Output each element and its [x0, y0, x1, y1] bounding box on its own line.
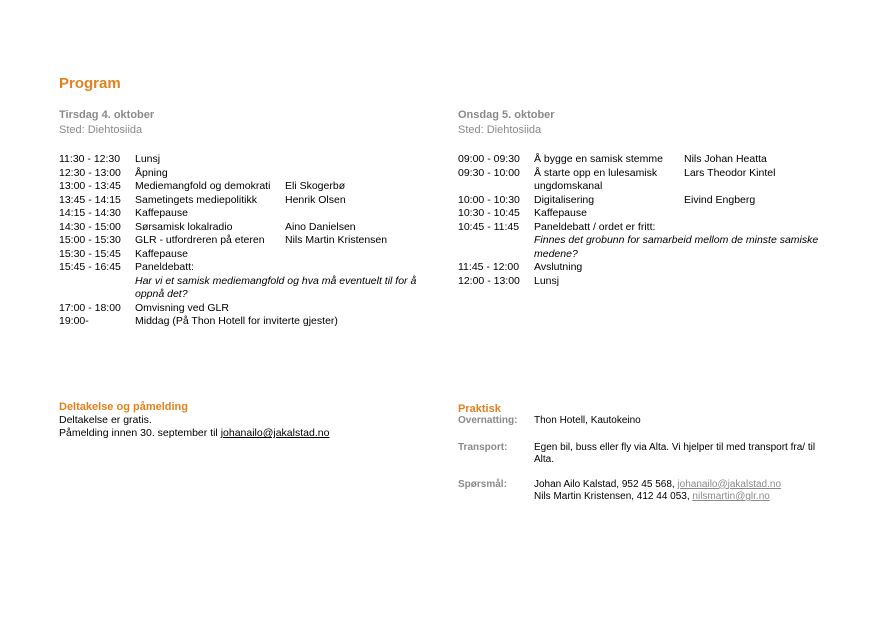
speaker: Nils Martin Kristensen — [285, 234, 388, 246]
schedule-row — [59, 315, 429, 329]
topic: Lunsj — [135, 153, 161, 165]
time: 19:00- — [59, 315, 89, 327]
schedule-row — [458, 153, 838, 167]
transport-label: Transport: — [458, 441, 508, 453]
contact-1-email-link[interactable]: johanailo@jakalstad.no — [677, 478, 782, 490]
day2-title: Onsdag 5. oktober — [458, 109, 555, 121]
schedule-row — [458, 221, 838, 262]
questions-row — [458, 479, 838, 504]
registration-text: Påmelding innen 30. september til — [59, 427, 221, 439]
time: 17:00 - 18:00 — [59, 301, 121, 314]
program-heading: Program — [59, 75, 121, 92]
topic — [534, 221, 824, 262]
questions-contacts — [534, 479, 824, 504]
time: 11:45 - 12:00 — [458, 261, 520, 273]
topic: Avslutning — [534, 261, 583, 273]
schedule-row — [59, 248, 429, 262]
topic-label: Paneldebatt: — [135, 261, 194, 273]
participation-section — [59, 401, 329, 440]
topic: Å bygge en samisk stemme — [534, 153, 663, 165]
registration-email-link[interactable]: johanailo@jakalstad.no — [220, 427, 330, 439]
topic: GLR - utfordreren på eteren — [135, 234, 265, 246]
accommodation-label: Overnatting: — [458, 415, 518, 426]
topic-label: Paneldebatt / ordet er fritt: — [534, 220, 656, 233]
time: 15:00 - 15:30 — [59, 234, 121, 246]
participation-free: Deltakelse er gratis. — [59, 414, 152, 426]
schedule-row — [458, 194, 838, 208]
transport-value: Egen bil, buss eller fly via Alta. Vi hjelper til med transport fra/ til Alta. — [534, 441, 816, 465]
time: 14:15 - 14:30 — [59, 207, 121, 219]
topic: Lunsj — [534, 274, 560, 287]
time: 15:30 - 15:45 — [59, 247, 121, 260]
schedule-row — [458, 167, 838, 194]
time: 13:45 - 14:15 — [59, 193, 121, 206]
topic: Sametingets mediepolitikk — [135, 193, 257, 206]
registration-line — [59, 427, 329, 440]
topic: Kaffepause — [135, 207, 188, 219]
speaker: Aino Danielsen — [285, 220, 356, 233]
topic: Sørsamisk lokalradio — [135, 220, 233, 233]
schedule-row — [59, 153, 429, 167]
topic: Omvisning ved GLR — [135, 301, 229, 314]
speaker: Eli Skogerbø — [285, 180, 346, 192]
topic: Å starte opp en lulesamisk ungdomskanal — [534, 166, 658, 192]
schedule-row — [59, 180, 429, 194]
speaker: Nils Johan Heatta — [684, 153, 767, 165]
day1-title: Tirsdag 4. oktober — [59, 109, 155, 121]
contact-1 — [534, 479, 781, 490]
contact-2-text: Nils Martin Kristensen, 412 44 053, — [534, 491, 693, 502]
topic: Åpning — [135, 166, 168, 179]
time: 13:00 - 13:45 — [59, 180, 121, 192]
questions-label: Spørsmål: — [458, 478, 507, 490]
day2-schedule — [458, 108, 838, 288]
contact-2 — [534, 491, 770, 502]
schedule-row — [59, 167, 429, 181]
contact-1-text: Johan Ailo Kalstad, 952 45 568, — [534, 478, 678, 490]
time: 12:00 - 13:00 — [458, 274, 520, 287]
day2-place: Sted: Diehtosiida — [458, 124, 542, 136]
practical-section — [458, 403, 838, 504]
time: 10:45 - 11:45 — [458, 220, 520, 233]
time: 09:30 - 10:00 — [458, 166, 520, 179]
schedule-row — [458, 275, 838, 289]
topic: Middag (På Thon Hotell for inviterte gjester) — [135, 315, 338, 327]
speaker: Lars Theodor Kintel — [684, 166, 776, 179]
topic: Kaffepause — [534, 207, 587, 219]
topic: Digitalisering — [534, 193, 595, 206]
schedule-row — [59, 302, 429, 316]
schedule-row — [59, 207, 429, 221]
time: 11:30 - 12:30 — [59, 153, 121, 165]
practical-title: Praktisk — [458, 403, 501, 415]
accommodation-row — [458, 415, 838, 428]
schedule-row — [59, 261, 429, 302]
transport-row — [458, 442, 838, 467]
schedule-row — [458, 207, 838, 221]
contact-2-email-link[interactable]: nilsmartin@glr.no — [692, 491, 770, 502]
day1-schedule — [59, 108, 429, 329]
topic — [135, 261, 425, 302]
schedule-row — [59, 194, 429, 208]
participation-title: Deltakelse og påmelding — [59, 401, 188, 413]
panel-question: Har vi et samisk mediemangfold og hva må eventuelt til for å oppnå det? — [135, 274, 417, 300]
speaker: Henrik Olsen — [285, 193, 346, 206]
panel-question: Finnes det grobunn for samarbeid mellom de minste samiske medene? — [534, 234, 819, 260]
topic: Kaffepause — [135, 247, 188, 260]
time: 12:30 - 13:00 — [59, 166, 121, 179]
schedule-row — [458, 261, 838, 275]
topic: Mediemangfold og demokrati — [135, 180, 271, 192]
time: 14:30 - 15:00 — [59, 220, 121, 233]
accommodation-value: Thon Hotell, Kautokeino — [534, 415, 641, 426]
time: 10:30 - 10:45 — [458, 207, 520, 219]
schedule-row — [59, 221, 429, 235]
day1-place: Sted: Diehtosiida — [59, 124, 143, 136]
speaker: Eivind Engberg — [684, 193, 756, 206]
schedule-row — [59, 234, 429, 248]
time: 10:00 - 10:30 — [458, 193, 520, 206]
time: 15:45 - 16:45 — [59, 261, 121, 273]
time: 09:00 - 09:30 — [458, 153, 520, 165]
